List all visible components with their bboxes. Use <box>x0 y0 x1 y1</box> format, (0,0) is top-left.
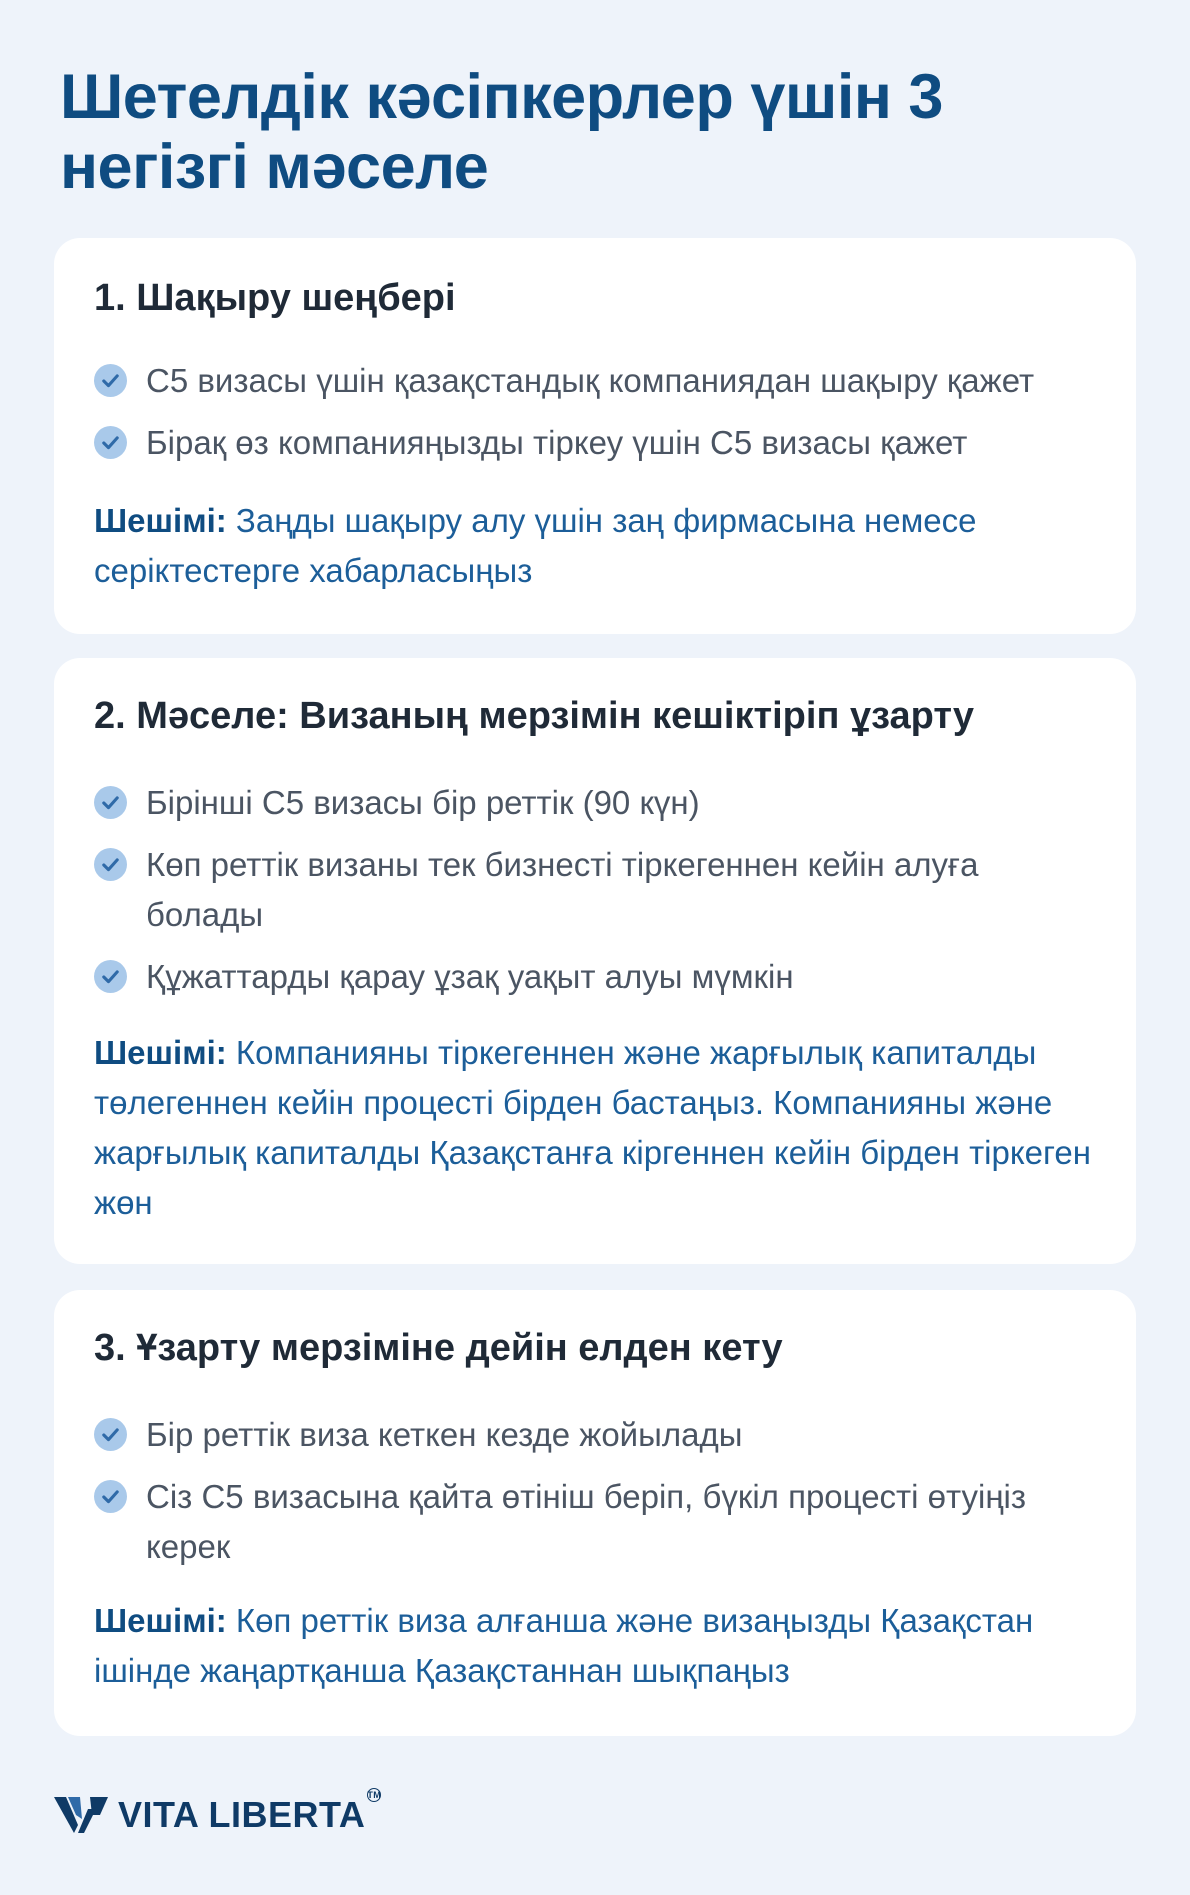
solution-text <box>94 1028 1096 1228</box>
list-item <box>94 356 1096 406</box>
check-circle-icon <box>94 848 127 881</box>
list-item <box>94 778 1096 828</box>
logo-text <box>118 1790 382 1836</box>
check-circle-icon <box>94 1418 127 1451</box>
solution-body: Заңды шақыру алу үшін заң фирмасына немесе серіктестерге хабарласыңыз <box>94 502 977 589</box>
problem-card-1 <box>54 238 1136 634</box>
list-item <box>94 1472 1096 1572</box>
check-circle-icon <box>94 1480 127 1513</box>
list-item <box>94 952 1096 1002</box>
logo-mark-icon <box>54 1795 108 1835</box>
bullet-text: Сіз C5 визасына қайта өтініш беріп, бүкіл процесті өтуіңіз керек <box>146 1478 1027 1565</box>
solution-label: Шешімі: <box>94 1034 227 1071</box>
vita-liberta-logo <box>54 1790 382 1836</box>
card-title: 1. Шақыру шеңбері <box>94 277 456 319</box>
problem-card-3 <box>54 1290 1136 1736</box>
bullet-text: Көп реттік визаны тек бизнесті тіркегеннен кейін алуға болады <box>146 846 979 933</box>
bullet-text: Құжаттарды қарау ұзақ уақыт алуы мүмкін <box>146 958 794 995</box>
trademark-symbol: TM <box>367 1790 382 1800</box>
check-circle-icon <box>94 786 127 819</box>
bullet-text: Бірінші C5 визасы бір реттік (90 күн) <box>146 784 700 821</box>
card-title: 2. Мәселе: Визаның мерзімін кешіктіріп ұзарту <box>94 695 975 737</box>
card-title: 3. Ұзарту мерзіміне дейін елден кету <box>94 1327 783 1369</box>
solution-label: Шешімі: <box>94 502 227 539</box>
page-title: Шетелдік кәсіпкерлер үшін 3 негізгі мәселе <box>60 62 943 202</box>
solution-body: Компанияны тіркегеннен және жарғылық капиталды төлегеннен кейін процесті бірден бастаңыз. Компанияны және жарғылық капиталды Қазақстанға кіргеннен кейін бірден тіркеген жөн <box>94 1034 1091 1221</box>
bullet-text: Бір реттік виза кеткен кезде жойылады <box>146 1416 743 1453</box>
bullet-text: C5 визасы үшін қазақстандық компаниядан шақыру қажет <box>146 362 1035 399</box>
bullet-list <box>94 1410 1096 1584</box>
solution-label: Шешімі: <box>94 1602 227 1639</box>
solution-text <box>94 1596 1096 1696</box>
logo-wordmark: VITA LIBERTA <box>118 1794 366 1835</box>
bullet-list <box>94 778 1096 1014</box>
list-item <box>94 1410 1096 1460</box>
bullet-text: Бірақ өз компанияңызды тіркеу үшін C5 визасы қажет <box>146 424 968 461</box>
list-item <box>94 840 1096 940</box>
solution-body: Көп реттік виза алғанша және визаңызды Қазақстан ішінде жаңартқанша Қазақстаннан шықпаңыз <box>94 1602 1034 1689</box>
problem-card-2 <box>54 658 1136 1264</box>
list-item <box>94 418 1096 468</box>
check-circle-icon <box>94 426 127 459</box>
bullet-list <box>94 356 1096 480</box>
check-circle-icon <box>94 364 127 397</box>
check-circle-icon <box>94 960 127 993</box>
solution-text <box>94 496 1096 596</box>
